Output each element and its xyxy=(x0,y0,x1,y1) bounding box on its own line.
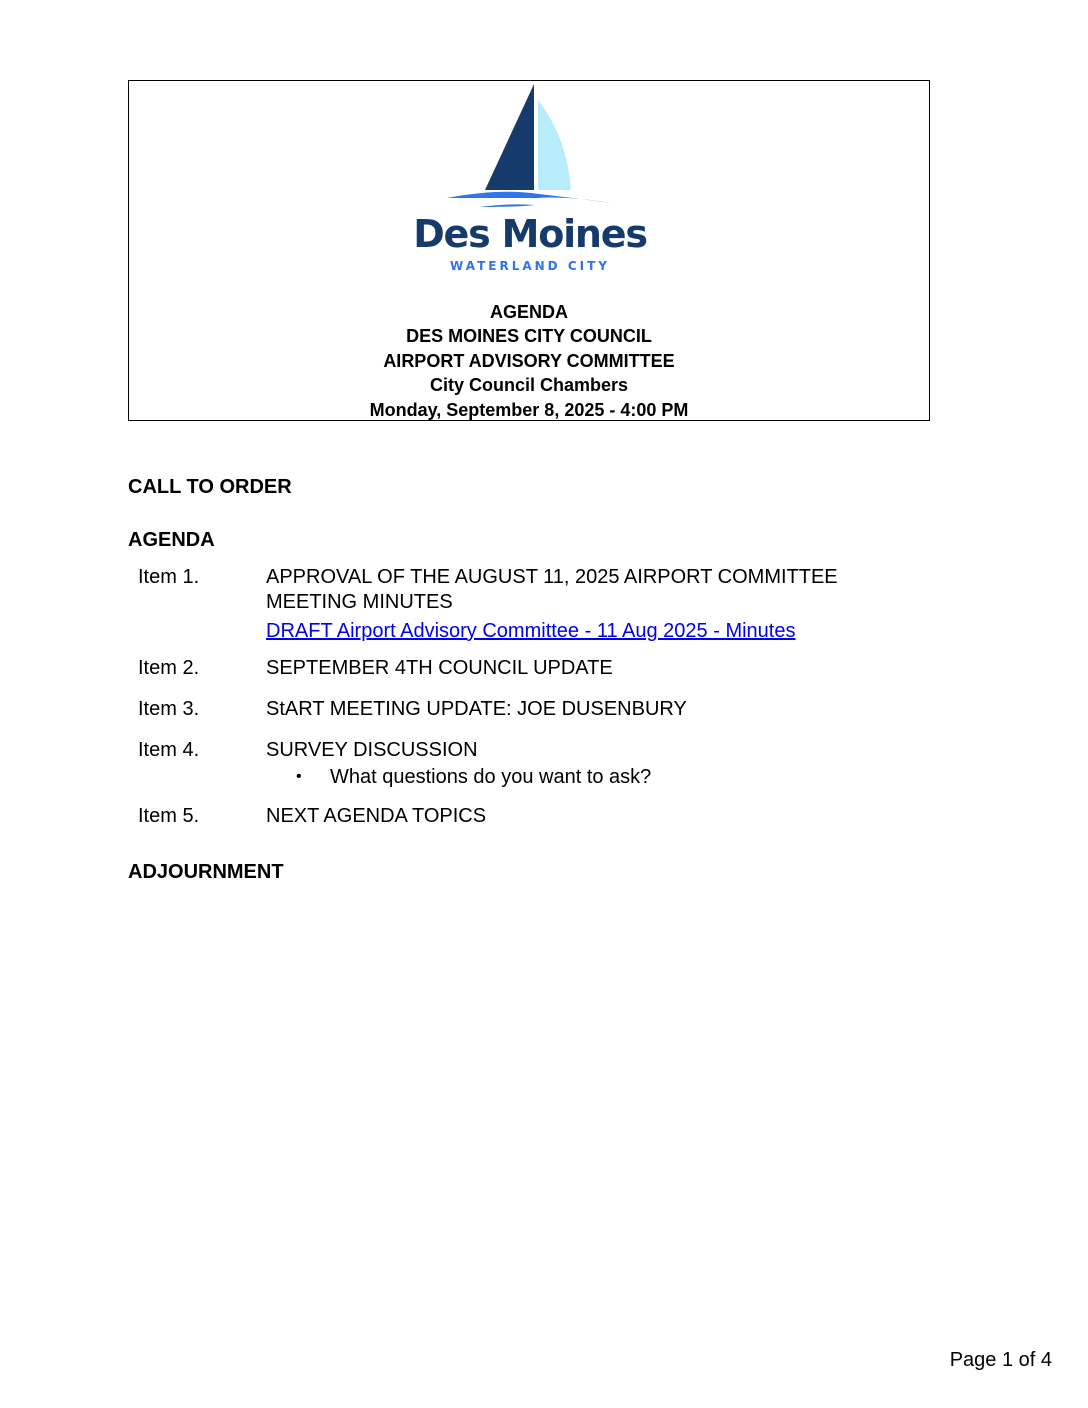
item-5-number: Item 5. xyxy=(138,805,200,827)
item-3-title: StART MEETING UPDATE: JOE DUSENBURY xyxy=(266,698,687,720)
item-5-title: NEXT AGENDA TOPICS xyxy=(266,805,487,827)
light-sail xyxy=(538,100,571,190)
logo-name: Des Moines xyxy=(413,212,647,256)
header-text xyxy=(128,300,930,422)
item-4-title: SURVEY DISCUSSION xyxy=(266,739,478,761)
item-1-title-line1: APPROVAL OF THE AUGUST 11, 2025 AIRPORT COMMITTEE xyxy=(266,566,838,588)
dark-sail xyxy=(485,84,534,190)
agenda-section-heading: AGENDA xyxy=(128,529,215,551)
committee-name: AIRPORT ADVISORY COMMITTEE xyxy=(383,350,675,371)
sailboat-icon xyxy=(439,82,619,212)
item-4-number: Item 4. xyxy=(138,739,200,761)
water-line-1 xyxy=(447,192,611,203)
minutes-link[interactable]: DRAFT Airport Advisory Committee - 11 Aug 2025 - Minutes xyxy=(266,620,796,642)
council-name: DES MOINES CITY COUNCIL xyxy=(406,326,652,347)
bullet-icon: • xyxy=(296,768,302,785)
item-1-title xyxy=(266,565,838,615)
item-2-title: SEPTEMBER 4TH COUNCIL UPDATE xyxy=(266,657,613,679)
meeting-location: City Council Chambers xyxy=(429,375,629,396)
item-4-bullet: What questions do you want to ask? xyxy=(330,766,652,788)
meeting-datetime: Monday, September 8, 2025 - 4:00 PM xyxy=(369,399,689,420)
logo-tagline: WATERLAND CITY xyxy=(450,259,610,273)
page-number: Page 1 of 4 xyxy=(949,1349,1052,1371)
item-3-number: Item 3. xyxy=(138,698,200,720)
call-to-order-heading: CALL TO ORDER xyxy=(128,476,292,498)
item-2-number: Item 2. xyxy=(138,657,200,679)
item-1-number: Item 1. xyxy=(138,566,200,588)
water-line-2 xyxy=(479,204,535,207)
adjournment-heading: ADJOURNMENT xyxy=(128,861,284,883)
item-1-title-line2: MEETING MINUTES xyxy=(266,591,453,613)
agenda-heading: AGENDA xyxy=(489,302,568,322)
